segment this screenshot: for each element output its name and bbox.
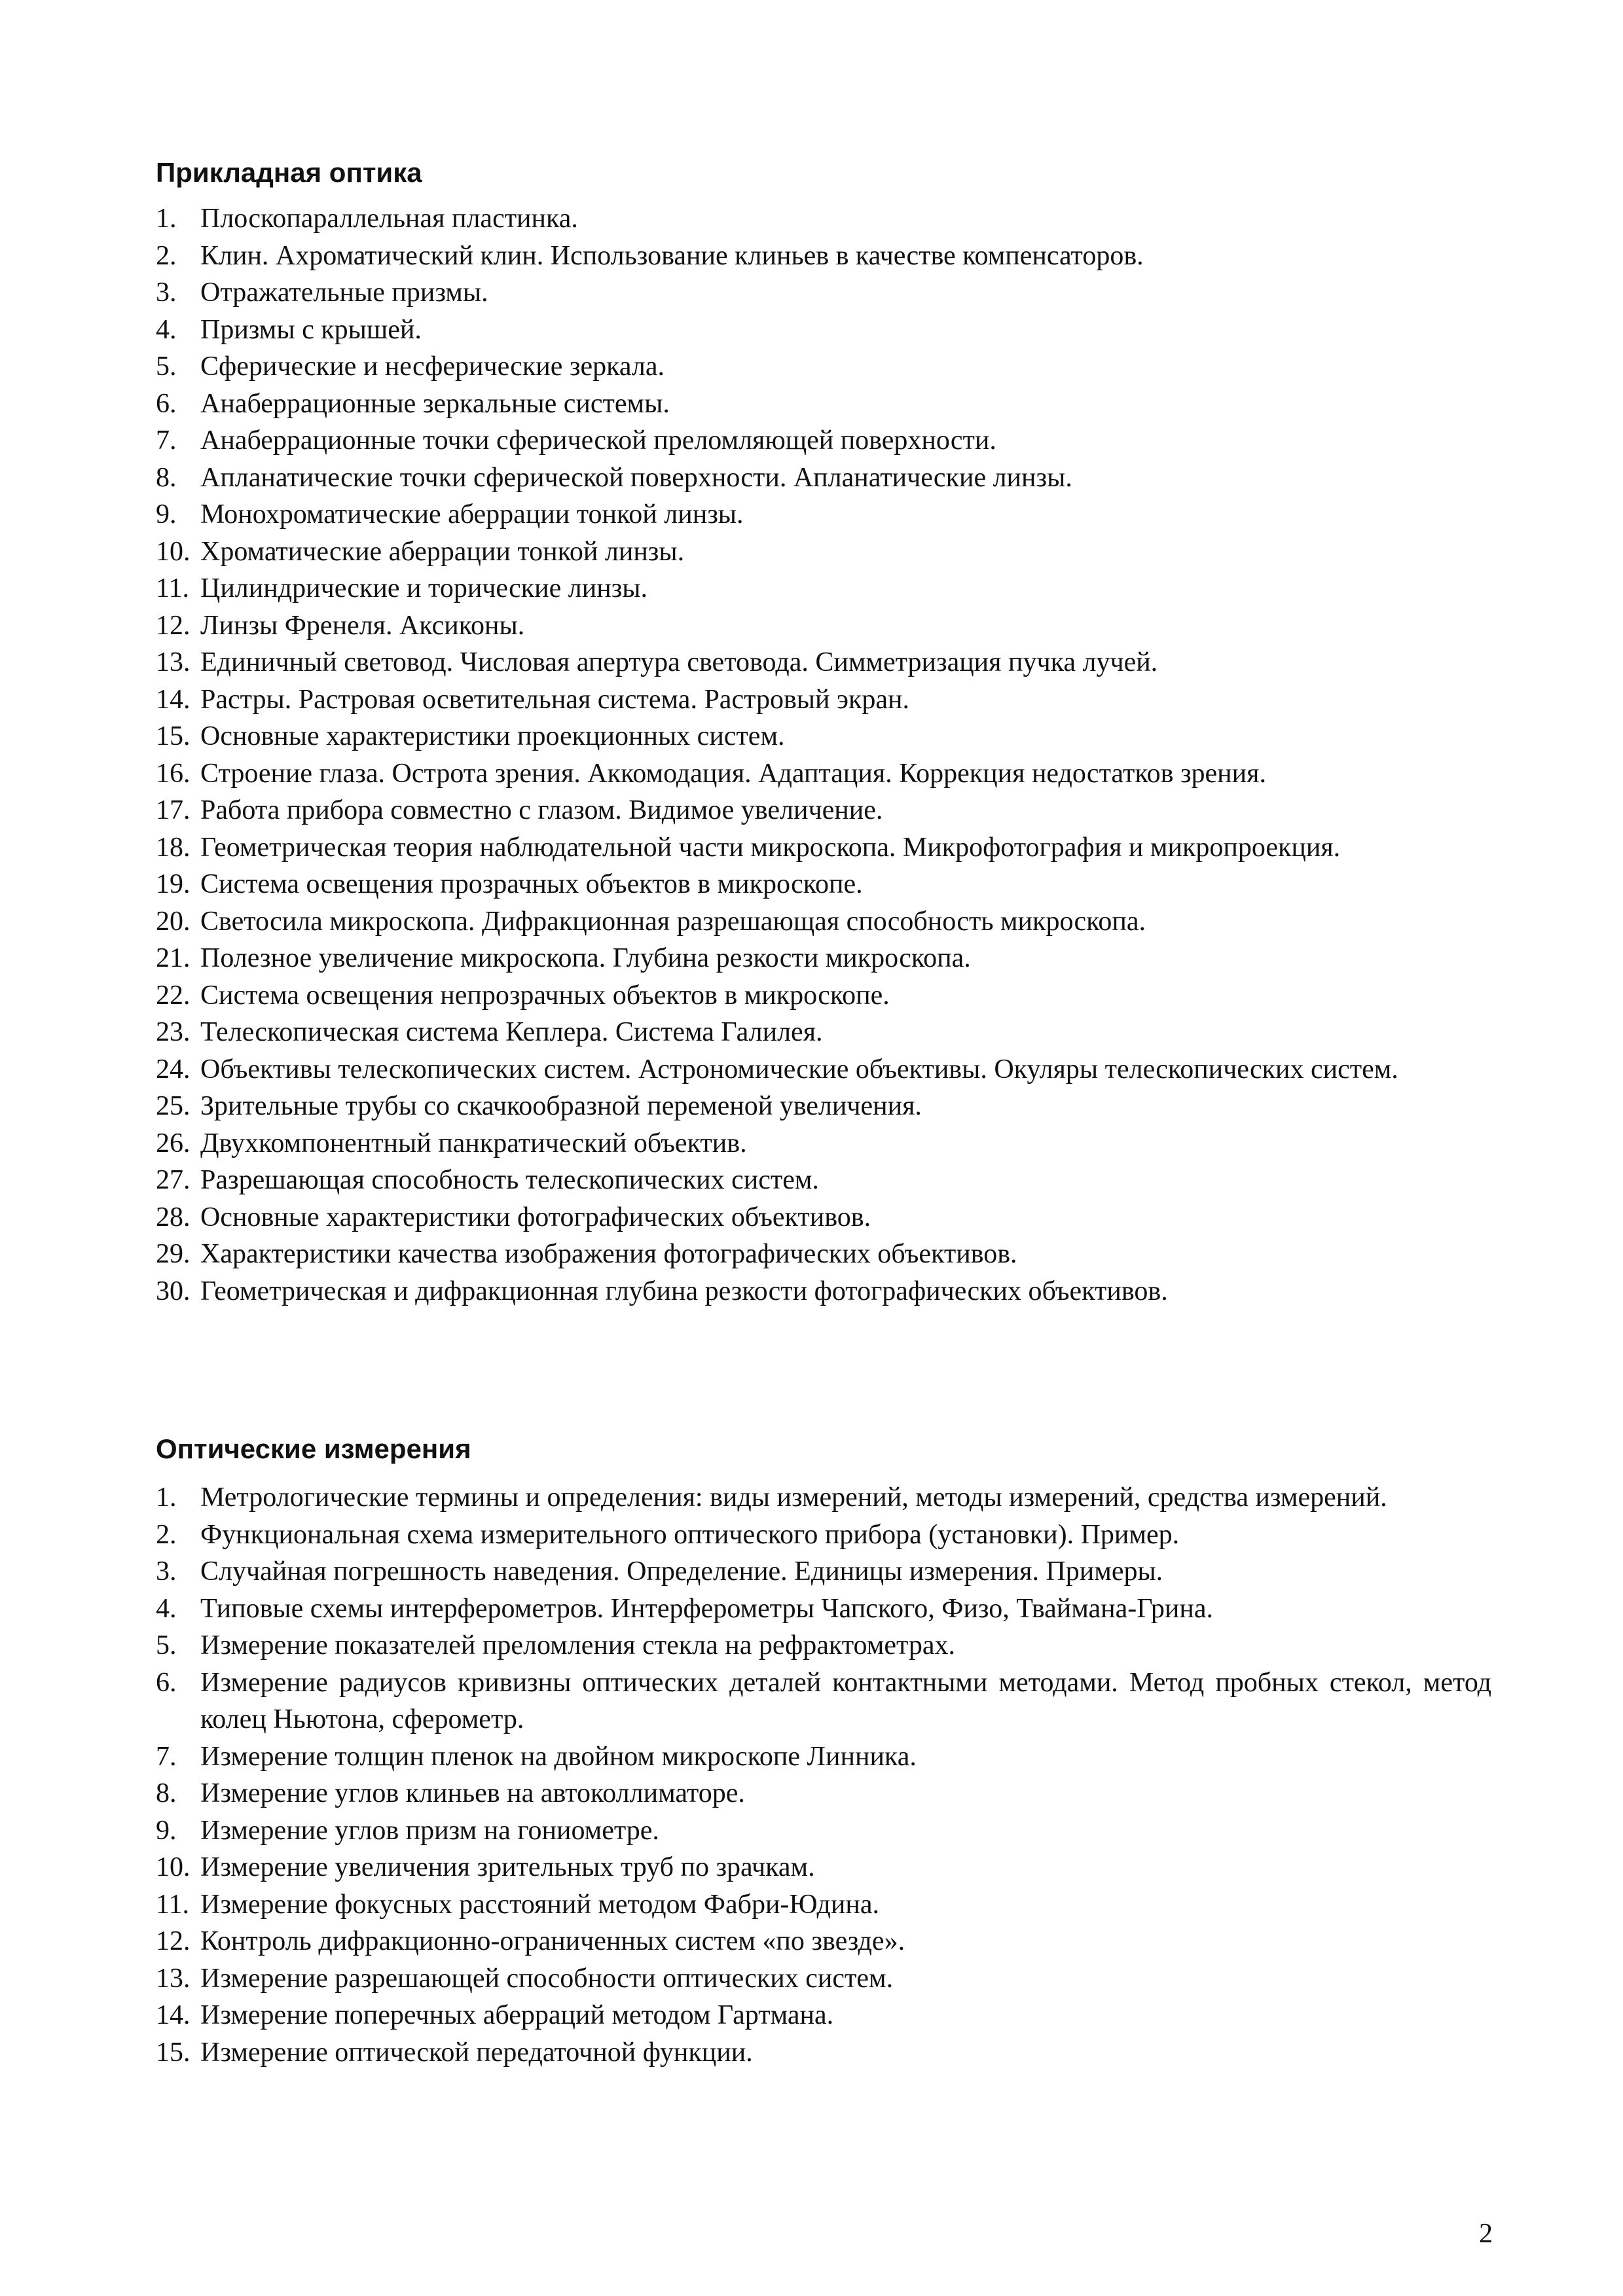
item-number: 25. (156, 1091, 191, 1121)
item-text: Телескопическая система Кеплера. Система Галилея. (200, 1017, 823, 1047)
item-number: 5. (156, 351, 177, 382)
item-text: Строение глаза. Острота зрения. Аккомодация. Адаптация. Коррекция недостатков зрения. (200, 758, 1266, 789)
item-number: 8. (156, 1778, 177, 1808)
list-item (156, 312, 1491, 349)
item-text: Измерение толщин пленок на двойном микроскопе Линника. (200, 1741, 917, 1772)
item-text: Измерение фокусных расстояний методом Фабри-Юдина. (200, 1889, 880, 1920)
item-number: 1. (156, 204, 177, 234)
item-text: Измерение углов призм на гониометре. (200, 1815, 659, 1846)
item-number: 10. (156, 536, 191, 567)
list-item (156, 1775, 1491, 1812)
item-text: Зрительные трубы со скачкообразной переменой увеличения. (200, 1091, 922, 1121)
item-number: 14. (156, 684, 191, 715)
item-number: 15. (156, 2037, 191, 2068)
list-item (156, 1088, 1491, 1125)
list-item (156, 1738, 1491, 1776)
list-item (156, 200, 1491, 238)
item-number: 26. (156, 1128, 191, 1158)
list-item (156, 1273, 1491, 1310)
item-text: Сферические и несферические зеркала. (200, 351, 665, 382)
list-item (156, 940, 1491, 977)
list-item (156, 1812, 1491, 1850)
item-number: 27. (156, 1165, 191, 1195)
item-number: 14. (156, 2000, 191, 2030)
item-text: Линзы Френеля. Аксиконы. (200, 610, 525, 641)
item-text: Случайная погрешность наведения. Определение. Единицы измерения. Примеры. (200, 1556, 1163, 1587)
item-text: Метрологические термины и определения: виды измерений, методы измерений, средства измерений. (200, 1482, 1387, 1513)
item-text: Измерение радиусов кривизны оптических деталей контактными методами. Метод пробных стекол, метод колец Ньютона, сферометр. (200, 1667, 1491, 1734)
list-item (156, 755, 1491, 793)
item-number: 5. (156, 1630, 177, 1660)
item-text: Призмы с крышей. (200, 314, 422, 345)
list-item (156, 1516, 1491, 1554)
list-item (156, 977, 1491, 1014)
list-item (156, 2034, 1491, 2072)
list-item (156, 386, 1491, 423)
item-text: Измерение разрешающей способности оптических систем. (200, 1963, 894, 1994)
section-title: Прикладная оптика (156, 157, 422, 188)
item-number: 7. (156, 1741, 177, 1772)
item-text: Апланатические точки сферической поверхности. Апланатические линзы. (200, 462, 1072, 493)
item-text: Геометрическая и дифракционная глубина резкости фотографических объективов. (200, 1276, 1168, 1306)
item-number: 28. (156, 1202, 191, 1232)
item-text: Двухкомпонентный панкратический объектив. (200, 1128, 747, 1158)
section-applied-optics (156, 154, 1491, 1310)
item-number: 6. (156, 1667, 177, 1698)
topic-list (156, 200, 1491, 1310)
list-item (156, 1590, 1491, 1628)
item-number: 24. (156, 1054, 191, 1085)
list-item (156, 238, 1491, 275)
section-title: Оптические измерения (156, 1433, 471, 1464)
item-text: Характеристики качества изображения фотографических объективов. (200, 1239, 1017, 1269)
item-number: 11. (156, 1889, 189, 1920)
item-text: Работа прибора совместно с глазом. Видимое увеличение. (200, 795, 883, 825)
item-number: 2. (156, 1519, 177, 1550)
item-text: Единичный световод. Числовая апертура световода. Симметризация пучка лучей. (200, 647, 1158, 677)
item-text: Измерение показателей преломления стекла на рефрактометрах. (200, 1630, 955, 1660)
item-text: Хроматические аберрации тонкой линзы. (200, 536, 685, 567)
list-item (156, 570, 1491, 607)
list-item (156, 718, 1491, 755)
list-item (156, 607, 1491, 645)
item-number: 17. (156, 795, 191, 825)
list-item (156, 644, 1491, 681)
list-item (156, 1627, 1491, 1664)
item-number: 21. (156, 943, 191, 973)
item-number: 4. (156, 314, 177, 345)
item-text: Растры. Растровая осветительная система. Растровый экран. (200, 684, 910, 715)
item-text: Полезное увеличение микроскопа. Глубина резкости микроскопа. (200, 943, 971, 973)
item-number: 18. (156, 832, 191, 863)
item-text: Анаберрационные точки сферической преломляющей поверхности. (200, 425, 996, 456)
list-item (156, 274, 1491, 312)
item-number: 15. (156, 721, 191, 751)
item-text: Объективы телескопических систем. Астрономические объективы. Окуляры телескопических систем. (200, 1054, 1398, 1085)
list-item (156, 829, 1491, 867)
item-text: Отражательные призмы. (200, 278, 488, 308)
item-text: Измерение увеличения зрительных труб по зрачкам. (200, 1852, 815, 1882)
item-text: Разрешающая способность телескопических систем. (200, 1165, 819, 1195)
list-item (156, 866, 1491, 903)
list-item (156, 1125, 1491, 1162)
item-text: Клин. Ахроматический клин. Использование клиньев в качестве компенсаторов. (200, 240, 1144, 271)
list-item (156, 1664, 1491, 1738)
item-text: Система освещения непрозрачных объектов в микроскопе. (200, 980, 890, 1011)
item-number: 11. (156, 573, 189, 603)
list-item (156, 1849, 1491, 1886)
item-number: 29. (156, 1239, 191, 1269)
list-item (156, 1997, 1491, 2034)
item-number: 9. (156, 499, 177, 529)
item-number: 20. (156, 906, 191, 937)
item-number: 3. (156, 278, 177, 308)
list-item (156, 1886, 1491, 1924)
list-item (156, 1236, 1491, 1273)
item-number: 4. (156, 1593, 177, 1624)
item-text: Измерение оптической передаточной функции. (200, 2037, 753, 2068)
list-item (156, 1553, 1491, 1590)
item-text: Типовые схемы интерферометров. Интерферометры Чапского, Физо, Тваймана-Грина. (200, 1593, 1214, 1624)
list-item (156, 1960, 1491, 1998)
item-number: 9. (156, 1815, 177, 1846)
item-number: 3. (156, 1556, 177, 1587)
item-text: Цилиндрические и торические линзы. (200, 573, 647, 603)
item-number: 16. (156, 758, 191, 789)
item-text: Анаберрационные зеркальные системы. (200, 388, 670, 419)
list-item (156, 1923, 1491, 1960)
item-text: Основные характеристики проекционных систем. (200, 721, 785, 751)
item-number: 10. (156, 1852, 191, 1882)
item-number: 1. (156, 1482, 177, 1513)
item-text: Основные характеристики фотографических объективов. (200, 1202, 871, 1232)
item-number: 6. (156, 388, 177, 419)
list-item (156, 681, 1491, 719)
list-item (156, 1199, 1491, 1236)
item-number: 12. (156, 1926, 191, 1956)
list-item (156, 1162, 1491, 1199)
item-text: Измерение углов клиньев на автоколлиматоре. (200, 1778, 745, 1808)
item-number: 2. (156, 240, 177, 271)
list-item (156, 422, 1491, 459)
item-text: Функциональная схема измерительного оптического прибора (установки). Пример. (200, 1519, 1180, 1550)
item-text: Светосила микроскопа. Дифракционная разрешающая способность микроскопа. (200, 906, 1146, 937)
item-text: Монохроматические аберрации тонкой линзы. (200, 499, 744, 529)
list-item (156, 792, 1491, 829)
item-number: 8. (156, 462, 177, 493)
item-number: 13. (156, 1963, 191, 1994)
item-text: Измерение поперечных аберраций методом Гартмана. (200, 2000, 834, 2030)
item-text: Система освещения прозрачных объектов в микроскопе. (200, 869, 863, 899)
list-item (156, 496, 1491, 533)
list-item (156, 533, 1491, 571)
item-number: 23. (156, 1017, 191, 1047)
list-item (156, 1014, 1491, 1051)
section-optical-measurements (156, 1431, 1491, 2071)
page-number: 2 (1479, 2219, 1493, 2249)
item-text: Контроль дифракционно-ограниченных систем «по звезде». (200, 1926, 905, 1956)
item-number: 19. (156, 869, 191, 899)
list-item (156, 903, 1491, 941)
list-item (156, 1479, 1491, 1516)
list-item (156, 459, 1491, 497)
item-number: 22. (156, 980, 191, 1011)
item-text: Геометрическая теория наблюдательной части микроскопа. Микрофотография и микропроекция. (200, 832, 1341, 863)
list-item (156, 348, 1491, 386)
item-number: 30. (156, 1276, 191, 1306)
item-number: 7. (156, 425, 177, 456)
item-number: 12. (156, 610, 191, 641)
item-text: Плоскопараллельная пластинка. (200, 204, 578, 234)
item-number: 13. (156, 647, 191, 677)
topic-list (156, 1479, 1491, 2071)
list-item (156, 1051, 1491, 1088)
